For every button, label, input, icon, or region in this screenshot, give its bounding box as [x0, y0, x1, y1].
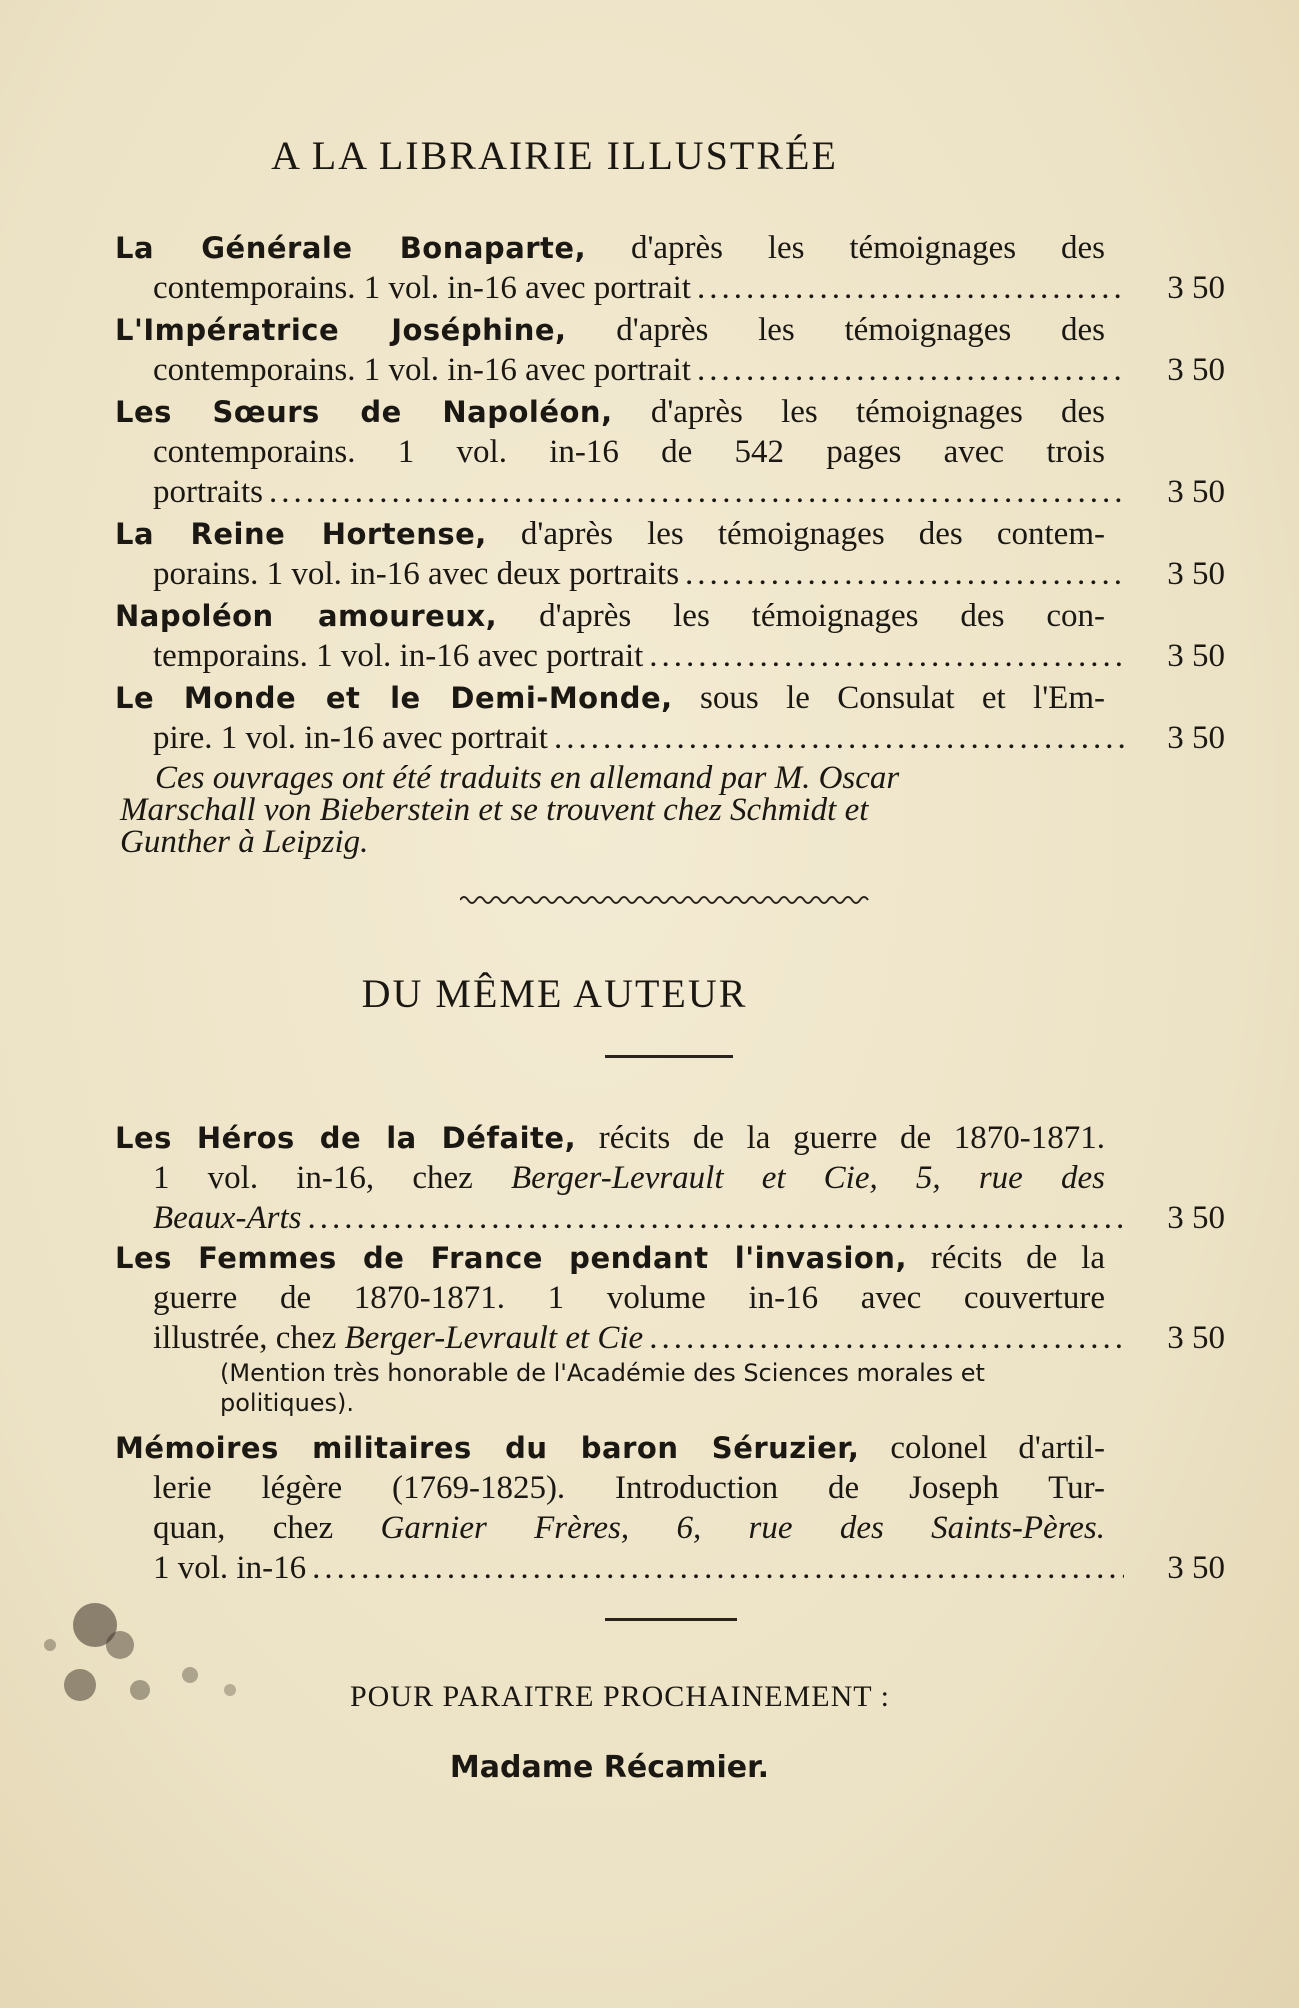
leader-dots	[312, 1548, 1124, 1588]
book-description: contemporains. 1 vol. in-16 avec portrait	[153, 352, 691, 388]
book-description: Beaux-Arts	[153, 1200, 302, 1236]
book-list-librairie	[115, 228, 1225, 760]
book-entry	[115, 678, 1225, 758]
price: 3 50	[1167, 474, 1225, 510]
book-title: Napoléon amoureux,	[115, 599, 498, 633]
book-description: 1 vol. in-16, chez	[153, 1160, 511, 1196]
award-mention: (Mention très honorable de l'Académie des Sciences morales et politiques).	[220, 1359, 985, 1417]
book-description: quan, chez	[153, 1510, 381, 1546]
book-title: Les Sœurs de Napoléon,	[115, 395, 613, 429]
book-entry-memoires	[115, 1428, 1225, 1588]
price: 3 50	[1167, 556, 1225, 592]
price: 3 50	[1167, 1320, 1225, 1356]
note-line: Ces ouvrages ont été traduits en allemand par M. Oscar	[155, 760, 900, 796]
book-title: La Reine Hortense,	[115, 517, 487, 551]
leader-dots	[697, 268, 1124, 308]
publisher: Garnier Frères, 6, rue des Saints-Pères.	[380, 1510, 1105, 1546]
short-rule	[605, 1055, 733, 1058]
leader-dots	[697, 350, 1124, 390]
book-entry	[115, 392, 1225, 512]
book-description: pire. 1 vol. in-16 avec portrait	[153, 720, 548, 756]
book-list-meme-auteur	[115, 1118, 1225, 1588]
leader-dots	[685, 554, 1124, 594]
leader-dots	[649, 1318, 1124, 1358]
book-title: Mémoires militaires du baron Séruzier,	[115, 1431, 860, 1465]
book-description: contemporains. 1 vol. in-16 avec portrait	[153, 270, 691, 306]
forthcoming-label: POUR PARAITRE PROCHAINEMENT :	[350, 1680, 890, 1713]
publisher: Berger-Levrault et Cie	[344, 1320, 644, 1356]
book-description: lerie légère (1769-1825). Introduction de Joseph Tur-	[153, 1470, 1105, 1506]
price: 3 50	[1167, 1200, 1225, 1236]
book-description: d'après les témoignages des	[612, 394, 1105, 430]
book-description: d'après les témoignages des contem-	[486, 516, 1105, 552]
book-entry	[115, 514, 1225, 594]
book-description: colonel d'artil-	[859, 1430, 1105, 1466]
short-rule	[605, 1618, 737, 1621]
book-description: sous le Consulat et l'Em-	[672, 680, 1105, 716]
leader-dots	[649, 636, 1124, 676]
publisher: Berger-Levrault et Cie, 5, rue des	[510, 1160, 1105, 1196]
book-description: illustrée, chez	[153, 1320, 345, 1356]
book-description: d'après les témoignages des	[586, 230, 1105, 266]
leader-dots	[307, 1198, 1124, 1238]
wavy-divider	[460, 893, 875, 907]
leader-dots	[269, 472, 1124, 512]
book-title: Les Femmes de France pendant l'invasion,	[115, 1241, 907, 1275]
book-description: d'après les témoignages des con-	[497, 598, 1105, 634]
book-description: récits de la	[906, 1240, 1105, 1276]
book-title: Le Monde et le Demi-Monde,	[115, 681, 673, 715]
book-description: contemporains. 1 vol. in-16 de 542 pages avec trois	[153, 434, 1105, 470]
price: 3 50	[1167, 1550, 1225, 1586]
book-entry	[115, 596, 1225, 676]
price: 3 50	[1167, 720, 1225, 756]
note-line: Gunther à Leipzig.	[120, 824, 369, 860]
note-line: Marschall von Bieberstein et se trouvent chez Schmidt et	[120, 792, 869, 828]
book-description: 1 vol. in-16	[153, 1550, 307, 1586]
price: 3 50	[1167, 270, 1225, 306]
price: 3 50	[1167, 352, 1225, 388]
book-entry-femmes	[115, 1238, 1225, 1418]
book-description: porains. 1 vol. in-16 avec deux portraits	[153, 556, 680, 592]
ink-stain	[20, 1590, 290, 1750]
book-entry-heros	[115, 1118, 1225, 1238]
book-entry	[115, 228, 1225, 308]
book-title: La Générale Bonaparte,	[115, 231, 587, 265]
leader-dots	[554, 718, 1124, 758]
translation-note	[120, 760, 1225, 860]
book-description: temporains. 1 vol. in-16 avec portrait	[153, 638, 644, 674]
book-description: portraits	[153, 474, 263, 510]
book-description: guerre de 1870-1871. 1 volume in-16 avec couverture	[153, 1280, 1105, 1316]
forthcoming-title: Madame Récamier.	[449, 1750, 770, 1785]
book-entry	[115, 310, 1225, 390]
book-description: récits de la guerre de 1870-1871.	[576, 1120, 1105, 1156]
section-heading-meme-auteur: DU MÊME AUTEUR	[361, 971, 748, 1016]
section-heading-librairie: A LA LIBRAIRIE ILLUSTRÉE	[271, 133, 838, 178]
book-title: L'Impératrice Joséphine,	[115, 313, 567, 347]
book-title: Les Héros de la Défaite,	[115, 1121, 577, 1155]
price: 3 50	[1167, 638, 1225, 674]
book-description: d'après les témoignages des	[566, 312, 1105, 348]
